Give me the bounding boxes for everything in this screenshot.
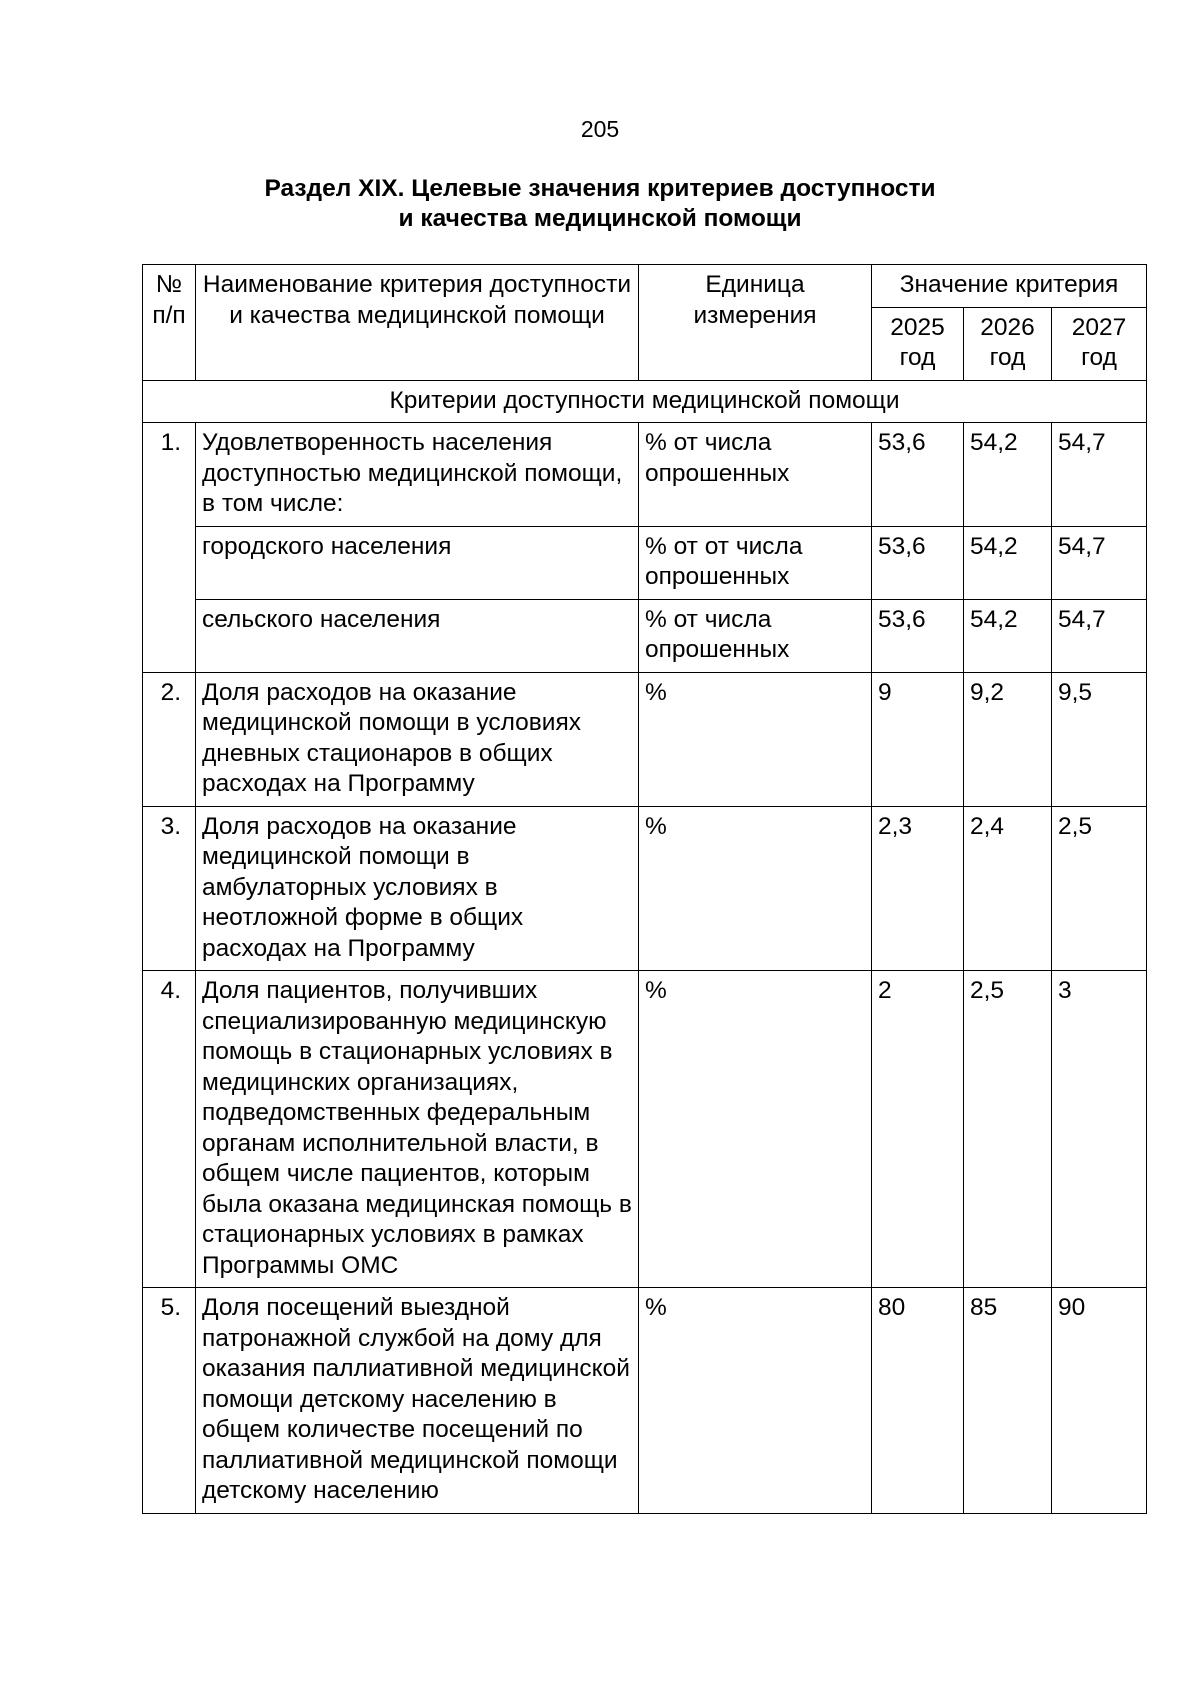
row-value-2026: 85 xyxy=(964,1288,1052,1514)
section-row xyxy=(143,380,1147,423)
header-name: Наименование критерия доступности и качества медицинской помощи xyxy=(196,265,639,381)
section-title-line2: и качества медицинской помощи xyxy=(398,205,802,232)
row-unit: % xyxy=(639,971,872,1288)
row-value-2025: 53,6 xyxy=(872,599,964,672)
section-title-line1: Раздел XIX. Целевые значения критериев доступности xyxy=(264,175,936,202)
row-value-2027: 54,7 xyxy=(1052,423,1147,527)
row-name: сельского населения xyxy=(196,599,639,672)
table-row xyxy=(143,1288,1147,1514)
row-value-2025: 9 xyxy=(872,672,964,806)
header-unit: Единица измерения xyxy=(639,265,872,381)
row-name: Доля посещений выездной патронажной службой на дому для оказания паллиативной медицинской помощи детскому населению в общем количестве посещений по паллиативной медицинской помощи детскому населению xyxy=(196,1288,639,1514)
row-name: Доля расходов на оказание медицинской помощи в амбулаторных условиях в неотложной форме в общих расходах на Программу xyxy=(196,806,639,971)
table-header-row xyxy=(143,265,1147,308)
row-value-2027: 3 xyxy=(1052,971,1147,1288)
row-name: Удовлетворенность населения доступностью медицинской помощи, в том числе: xyxy=(196,423,639,527)
row-value-2026: 54,2 xyxy=(964,423,1052,527)
row-unit: % от числа опрошенных xyxy=(639,423,872,527)
row-value-2026: 9,2 xyxy=(964,672,1052,806)
row-num: 2. xyxy=(143,672,196,806)
header-year-2026: 2026 год xyxy=(964,307,1052,380)
row-num: 4. xyxy=(143,971,196,1288)
row-num: 5. xyxy=(143,1288,196,1514)
row-value-2025: 53,6 xyxy=(872,423,964,527)
row-value-2027: 54,7 xyxy=(1052,526,1147,599)
row-unit: % xyxy=(639,672,872,806)
section-title xyxy=(0,174,1200,234)
section-label: Критерии доступности медицинской помощи xyxy=(143,380,1147,423)
header-year-2027: 2027 год xyxy=(1052,307,1147,380)
row-name: Доля расходов на оказание медицинской помощи в условиях дневных стационаров в общих расходах на Программу xyxy=(196,672,639,806)
row-value-2025: 2,3 xyxy=(872,806,964,971)
row-name: Доля пациентов, получивших специализированную медицинскую помощь в стационарных условиях в медицинских организациях, подведомственных федеральным органам исполнительной власти, в общем числе пациентов, которым была оказана медицинская помощь в стационарных условиях в рамках Программы ОМС xyxy=(196,971,639,1288)
row-value-2025: 53,6 xyxy=(872,526,964,599)
table-row xyxy=(143,806,1147,971)
criteria-table xyxy=(142,264,1147,1514)
table-row xyxy=(143,599,1147,672)
row-value-2027: 2,5 xyxy=(1052,806,1147,971)
row-unit: % от числа опрошенных xyxy=(639,599,872,672)
header-year-2025: 2025 год xyxy=(872,307,964,380)
row-value-2026: 2,5 xyxy=(964,971,1052,1288)
table-row xyxy=(143,423,1147,527)
row-unit: % xyxy=(639,1288,872,1514)
row-value-2027: 90 xyxy=(1052,1288,1147,1514)
page-number: 205 xyxy=(580,116,620,142)
header-num: № п/п xyxy=(143,265,196,381)
header-value-group: Значение критерия xyxy=(872,265,1147,308)
table-row xyxy=(143,672,1147,806)
row-name: городского населения xyxy=(196,526,639,599)
row-value-2026: 2,4 xyxy=(964,806,1052,971)
row-value-2026: 54,2 xyxy=(964,599,1052,672)
row-value-2025: 80 xyxy=(872,1288,964,1514)
row-num: 3. xyxy=(143,806,196,971)
table-row xyxy=(143,971,1147,1288)
row-value-2026: 54,2 xyxy=(964,526,1052,599)
row-value-2027: 54,7 xyxy=(1052,599,1147,672)
row-unit: % xyxy=(639,806,872,971)
table-row xyxy=(143,526,1147,599)
row-unit: % от от числа опрошенных xyxy=(639,526,872,599)
row-value-2027: 9,5 xyxy=(1052,672,1147,806)
row-num: 1. xyxy=(143,423,196,673)
row-value-2025: 2 xyxy=(872,971,964,1288)
